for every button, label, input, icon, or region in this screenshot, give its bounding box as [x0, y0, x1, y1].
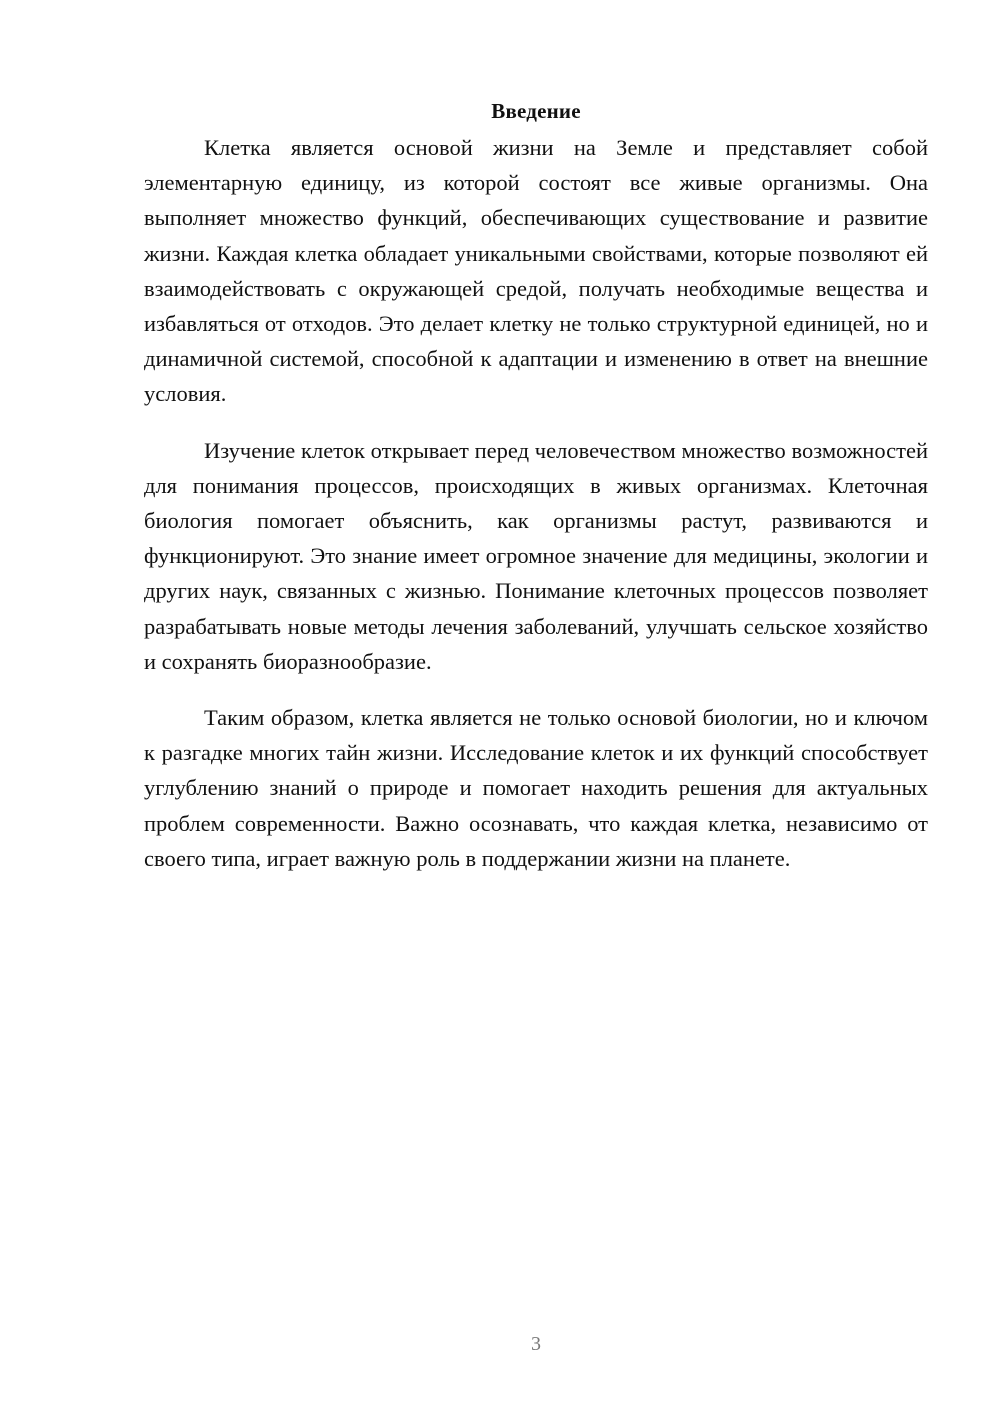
page-content [144, 96, 928, 876]
paragraph-3: Таким образом, клетка является не только основой биологии, но и ключом к разгадке многих тайн жизни. Исследование клеток и их функций способствует углублению знаний о природе и помогает находить решения для актуальных проблем современности. Важно осознавать, что каждая клетка, независимо от своего типа, играет важную роль в поддержании жизни на планете. [144, 705, 928, 871]
page-number: 3 [531, 1333, 541, 1355]
paragraph-2: Изучение клеток открывает перед человечеством множество возможностей для понимания процессов, происходящих в живых организмах. Клеточная биология помогает объяснить, как организмы растут, развиваются и функционируют. Это знание имеет огромное значение для медицины, экологии и других наук, связанных с жизнью. Понимание клеточных процессов позволяет разрабатывать новые методы лечения заболеваний, улучшать сельское хозяйство и сохранять биоразнообразие. [144, 437, 928, 674]
paragraph-1: Клетка является основой жизни на Земле и представляет собой элементарную единицу, из которой состоят все живые организмы. Она выполняет множество функций, обеспечивающих существование и развитие жизни. Каждая клетка обладает уникальными свойствами, которые позволяют ей взаимодействовать с окружающей средой, получать необходимые вещества и избавляться от отходов. Это делает клетку не только структурной единицей, но и динамичной системой, способной к адаптации и изменению в ответ на внешние условия. [144, 135, 928, 407]
section-heading: Введение [491, 99, 581, 123]
